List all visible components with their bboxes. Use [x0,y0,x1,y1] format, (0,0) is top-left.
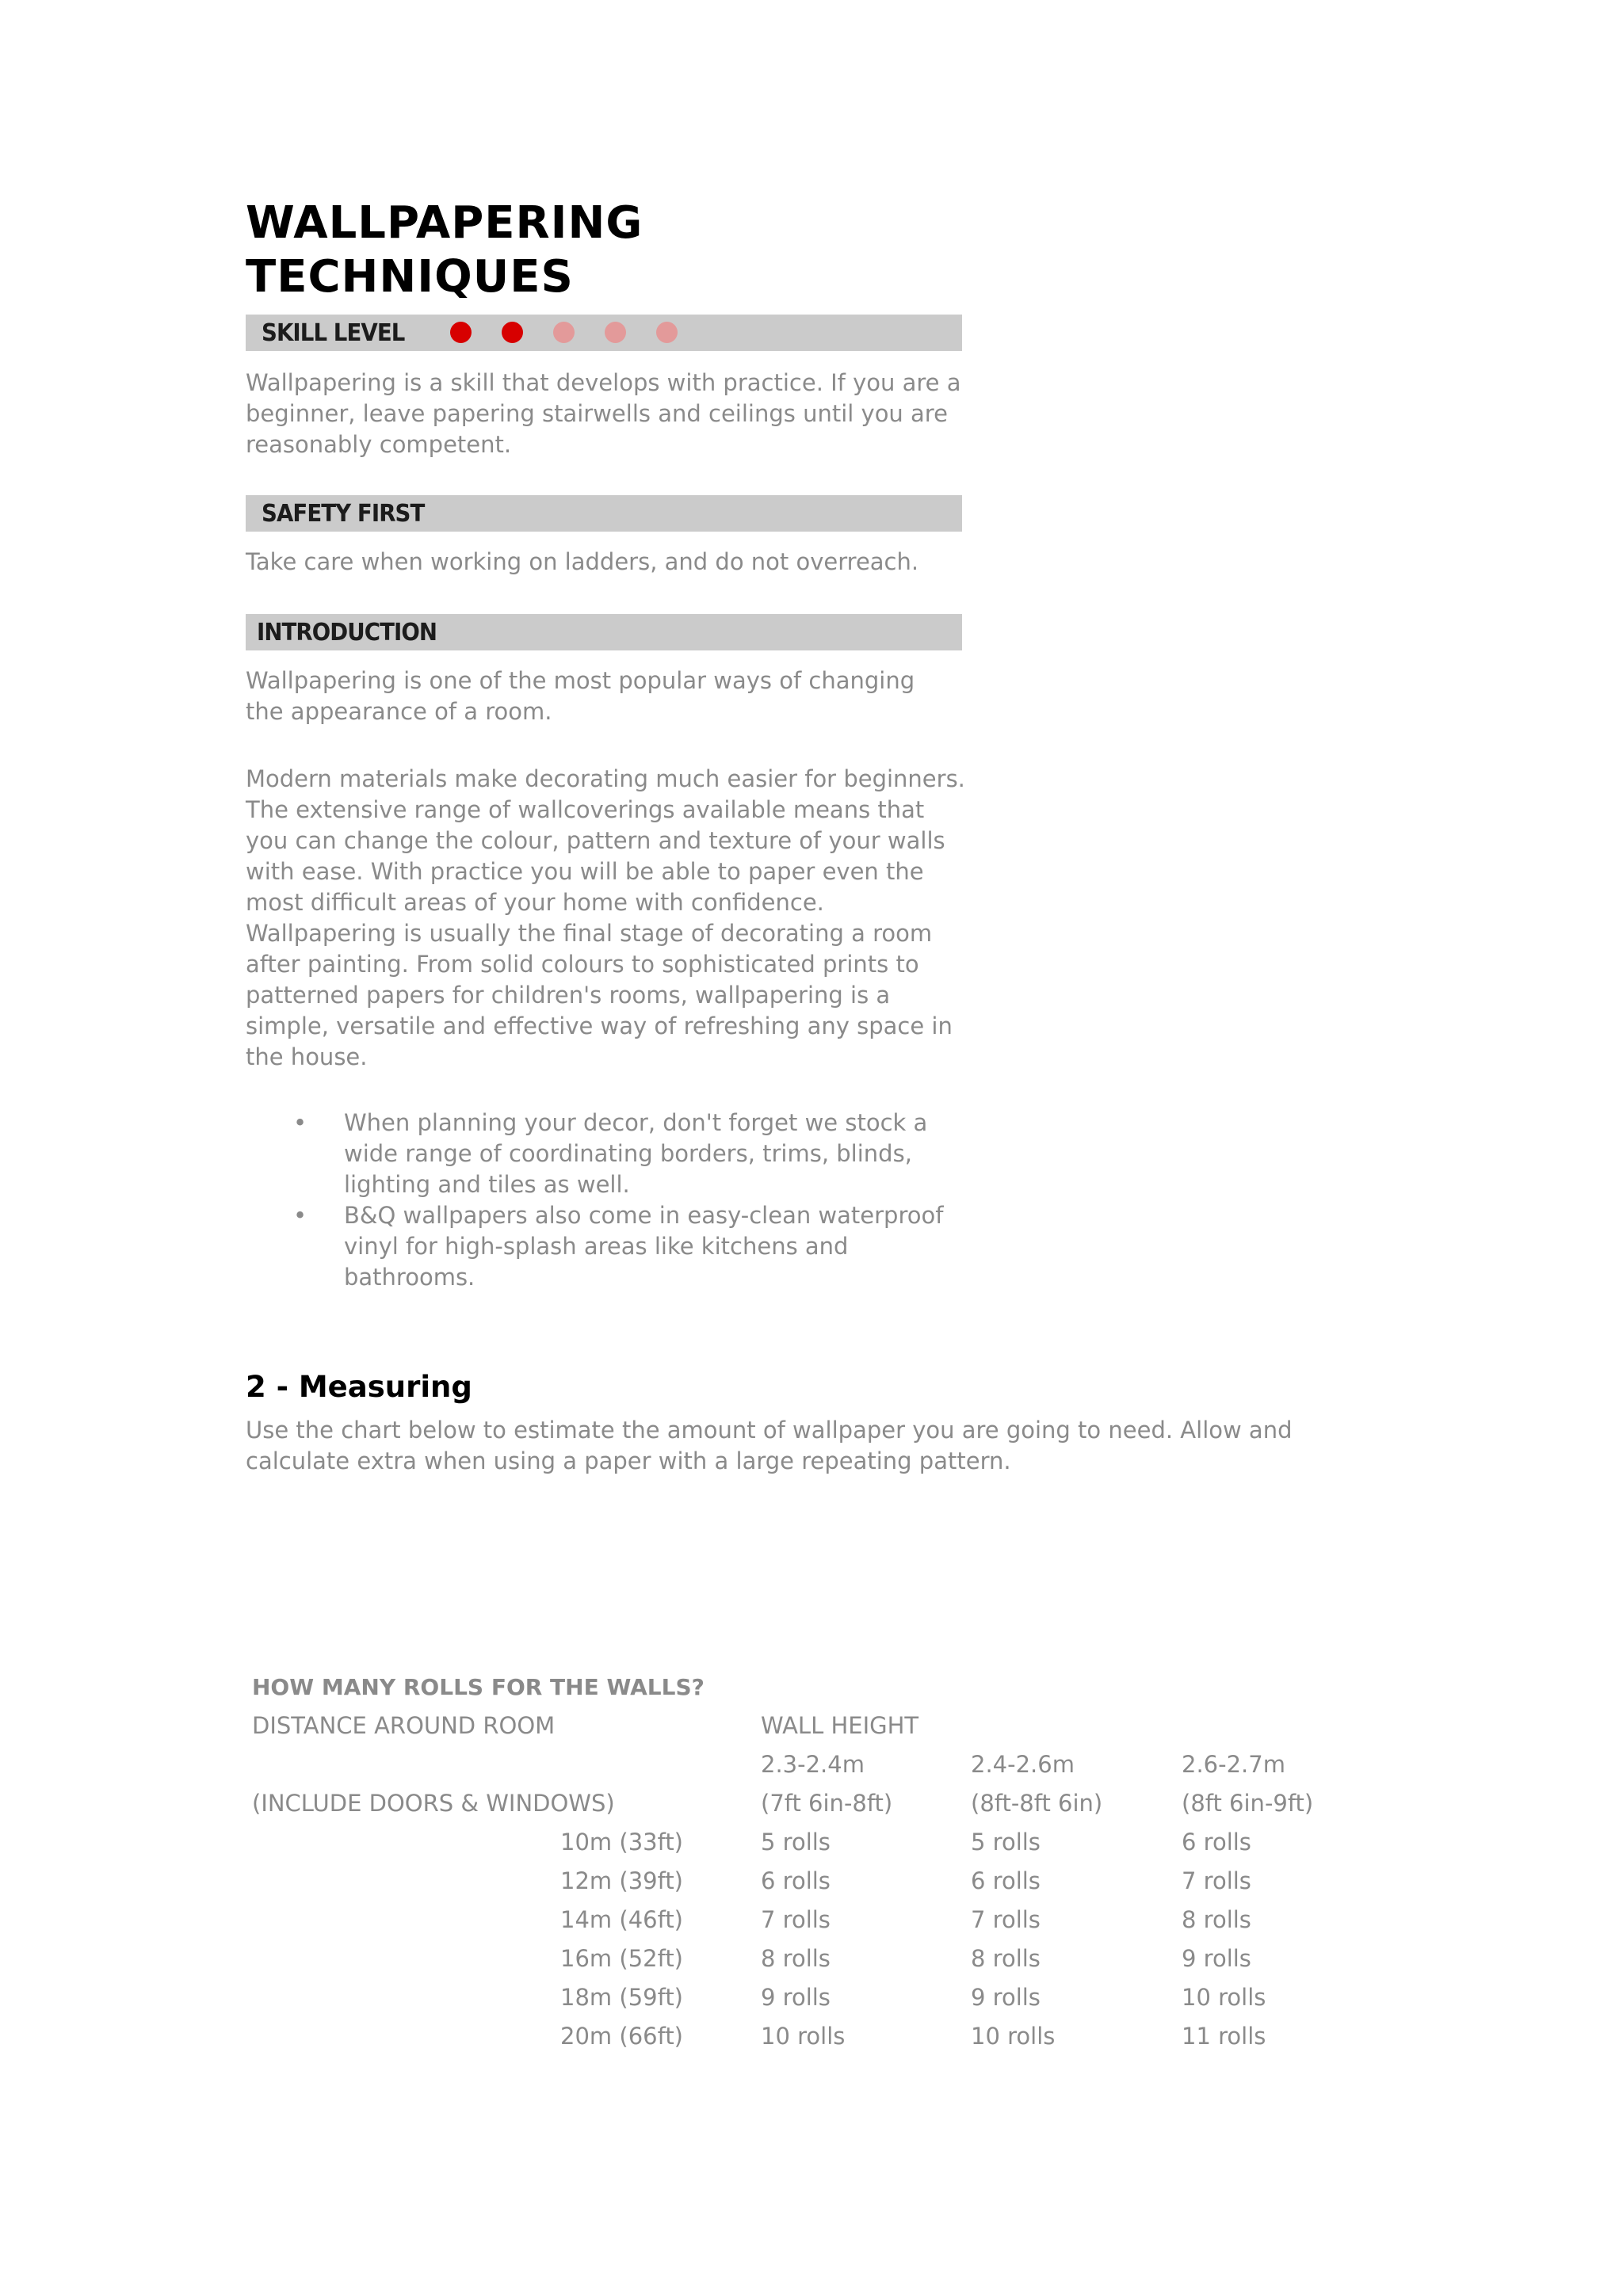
skill-dot-empty [605,322,626,343]
rolls-cell: 10 rolls [1182,1984,1266,2011]
introduction-bullets [246,1108,975,1293]
introduction-paragraph-2: Modern materials make decorating much easier for beginners. The extensive range of wallcoverings available means that you can change the colour, pattern and texture of your walls with ease. With practice you will be able to paper even the most difficult areas of your home with confidence. Wallpapering is usually the final stage of decorating a room after painting. From solid colours to sophisticated prints to patterned papers for children's rooms, wallpapering is a simple, versatile and effective way of refreshing any space in the house. [246,765,965,1070]
skill-level-label: SKILL LEVEL [262,319,405,347]
rolls-cell: 6 rolls [1182,1829,1251,1855]
column-header-imperial: (7ft 6in-8ft) [761,1790,893,1817]
distance-cell: 12m (39ft) [560,1867,683,1894]
rolls-cell: 11 rolls [1182,2023,1266,2050]
rolls-cell: 6 rolls [971,1867,1041,1894]
skill-level-bar [246,315,962,351]
rolls-cell: 6 rolls [761,1867,831,1894]
column-header-imperial: (8ft-8ft 6in) [971,1790,1103,1817]
list-item [246,1108,962,1200]
rolls-cell: 8 rolls [1182,1906,1251,1933]
rolls-cell: 9 rolls [971,1984,1041,2011]
bullet-icon: • [293,1202,307,1229]
safety-first-label: SAFETY FIRST [262,500,425,528]
introduction-label: INTRODUCTION [257,619,437,646]
skill-dot-empty [656,322,678,343]
safety-text: Take care when working on ladders, and do not overreach. [246,548,919,575]
rolls-cell: 7 rolls [1182,1867,1251,1894]
distance-cell: 20m (66ft) [560,2023,683,2050]
introduction-bar [246,614,962,650]
list-item [246,1200,962,1293]
bullet-icon: • [293,1109,307,1136]
rolls-cell: 8 rolls [761,1945,831,1972]
bullet-text: When planning your decor, don't forget we stock a wide range of coordinating borders, trims, blinds, lighting and tiles as well. [344,1109,928,1198]
page-title [246,196,643,304]
wall-height-header: WALL HEIGHT [761,1712,919,1739]
rolls-cell: 7 rolls [971,1906,1041,1933]
skill-dot-filled [502,322,523,343]
distance-header: DISTANCE AROUND ROOM [252,1712,556,1739]
safety-first-bar [246,495,962,532]
title-line-1: WALLPAPERING [246,197,643,249]
distance-cell: 16m (52ft) [560,1945,683,1972]
skill-dot-empty [553,322,575,343]
rolls-cell: 5 rolls [761,1829,831,1855]
bullet-text: B&Q wallpapers also come in easy-clean waterproof vinyl for high-splash areas like kitchens and bathrooms. [344,1202,944,1291]
column-header-metric: 2.6-2.7m [1182,1751,1285,1778]
title-line-2: TECHNIQUES [246,251,574,303]
rolls-cell: 7 rolls [761,1906,831,1933]
skill-dot-filled [450,322,472,343]
distance-cell: 18m (59ft) [560,1984,683,2011]
rolls-cell: 8 rolls [971,1945,1041,1972]
introduction-paragraph-1: Wallpapering is one of the most popular ways of changing the appearance of a room. [246,667,915,725]
rolls-table-title: HOW MANY ROLLS FOR THE WALLS? [252,1674,705,1700]
distance-cell: 14m (46ft) [560,1906,683,1933]
column-header-metric: 2.4-2.6m [971,1751,1075,1778]
measuring-text: Use the chart below to estimate the amount of wallpaper you are going to need. Allow and calculate extra when using a paper with a large repeating pattern. [246,1417,1293,1474]
rolls-cell: 9 rolls [1182,1945,1251,1972]
intro-text: Wallpapering is a skill that develops with practice. If you are a beginner, leave papering stairwells and ceilings until you are reasonably competent. [246,369,961,458]
rolls-cell: 10 rolls [971,2023,1056,2050]
distance-cell: 10m (33ft) [560,1829,683,1855]
rolls-cell: 9 rolls [761,1984,831,2011]
distance-subheader: (INCLUDE DOORS & WINDOWS) [252,1790,615,1817]
column-header-imperial: (8ft 6in-9ft) [1182,1790,1314,1817]
rolls-cell: 5 rolls [971,1829,1041,1855]
rolls-cell: 10 rolls [761,2023,846,2050]
measuring-heading: 2 - Measuring [246,1370,472,1404]
column-header-metric: 2.3-2.4m [761,1751,865,1778]
